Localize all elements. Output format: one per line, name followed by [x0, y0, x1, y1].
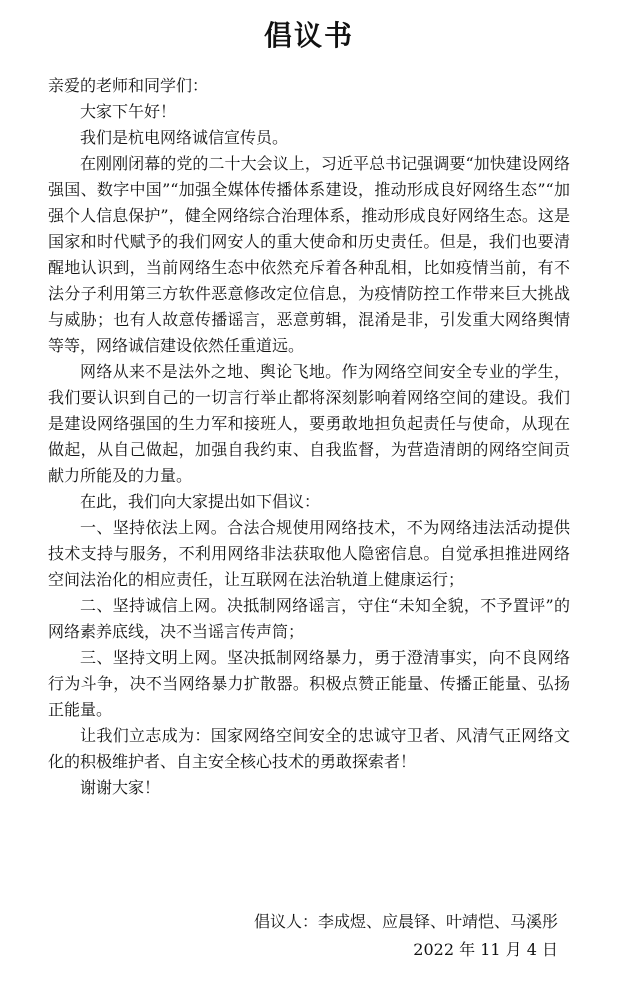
document-title: 倡议书	[263, 19, 354, 52]
paragraph-call-to-action: 让我们立志成为：国家网络空间安全的忠诚守卫者、风清气正网络文化的积极维护者、自主安全核心技术的勇敢探索者！	[48, 726, 570, 771]
proposal-item-3: 三、坚持文明上网。坚决抵制网络暴力，勇于澄清事实，向不良网络行为斗争，决不当网络暴力扩散器。积极点赞正能量、传播正能量、弘扬正能量。	[48, 648, 570, 719]
proposal-item-1: 一、坚持依法上网。合法合规使用网络技术，不为网络违法活动提供技术支持与服务，不利用网络非法获取他人隐密信息。自觉承担推进网络空间法治化的相应责任，让互联网在法治轨道上健康运行；	[48, 518, 570, 589]
greeting: 大家下午好！	[80, 102, 177, 121]
proposal-item-2: 二、坚持诚信上网。决抵制网络谣言，守住“未知全貌，不予置评”的网络素养底线，决不当谣言传声筒；	[48, 596, 570, 641]
paragraph-responsibility: 网络从来不是法外之地、舆论飞地。作为网络空间安全专业的学生，我们要认识到自己的一切言行举止都将深刻影响着网络空间的建设。我们是建设网络强国的生力军和接班人，要勇敢地担负起责任与使命，从现在做起，从自己做起，加强自我约束、自我监督，为营造清朗的网络空间贡献力所能及的力量。	[48, 362, 570, 485]
signers-line: 倡议人：李成煜、应晨铎、叶靖恺、马溪彤	[253, 912, 558, 931]
date-line: 2022 年 11 月 4 日	[413, 940, 558, 959]
paragraph-proposal-intro: 在此，我们向大家提出如下倡议：	[80, 492, 321, 511]
salutation: 亲爱的老师和同学们：	[48, 76, 209, 95]
signature-block	[254, 908, 558, 964]
document-body	[48, 73, 570, 801]
paragraph-context: 在刚刚闭幕的党的二十大会议上，习近平总书记强调要“加快建设网络强国、数字中国”“加强全媒体传播体系建设，推动形成良好网络生态”“加强个人信息保护”，健全网络综合治理体系，推动形成良好网络生态。这是国家和时代赋予的我们网安人的重大使命和历史责任。但是，我们也要清醒地认识到，当前网络生态中依然充斥着各种乱相，比如疫情当前，有不法分子利用第三方软件恶意修改定位信息，为疫情防控工作带来巨大挑战与威胁；也有人故意传播谣言，恶意剪辑，混淆是非，引发重大网络舆情等等，网络诚信建设依然任重道远。	[48, 154, 570, 355]
closing-thanks: 谢谢大家！	[80, 778, 161, 797]
paragraph-intro: 我们是杭电网络诚信宣传员。	[80, 128, 289, 147]
